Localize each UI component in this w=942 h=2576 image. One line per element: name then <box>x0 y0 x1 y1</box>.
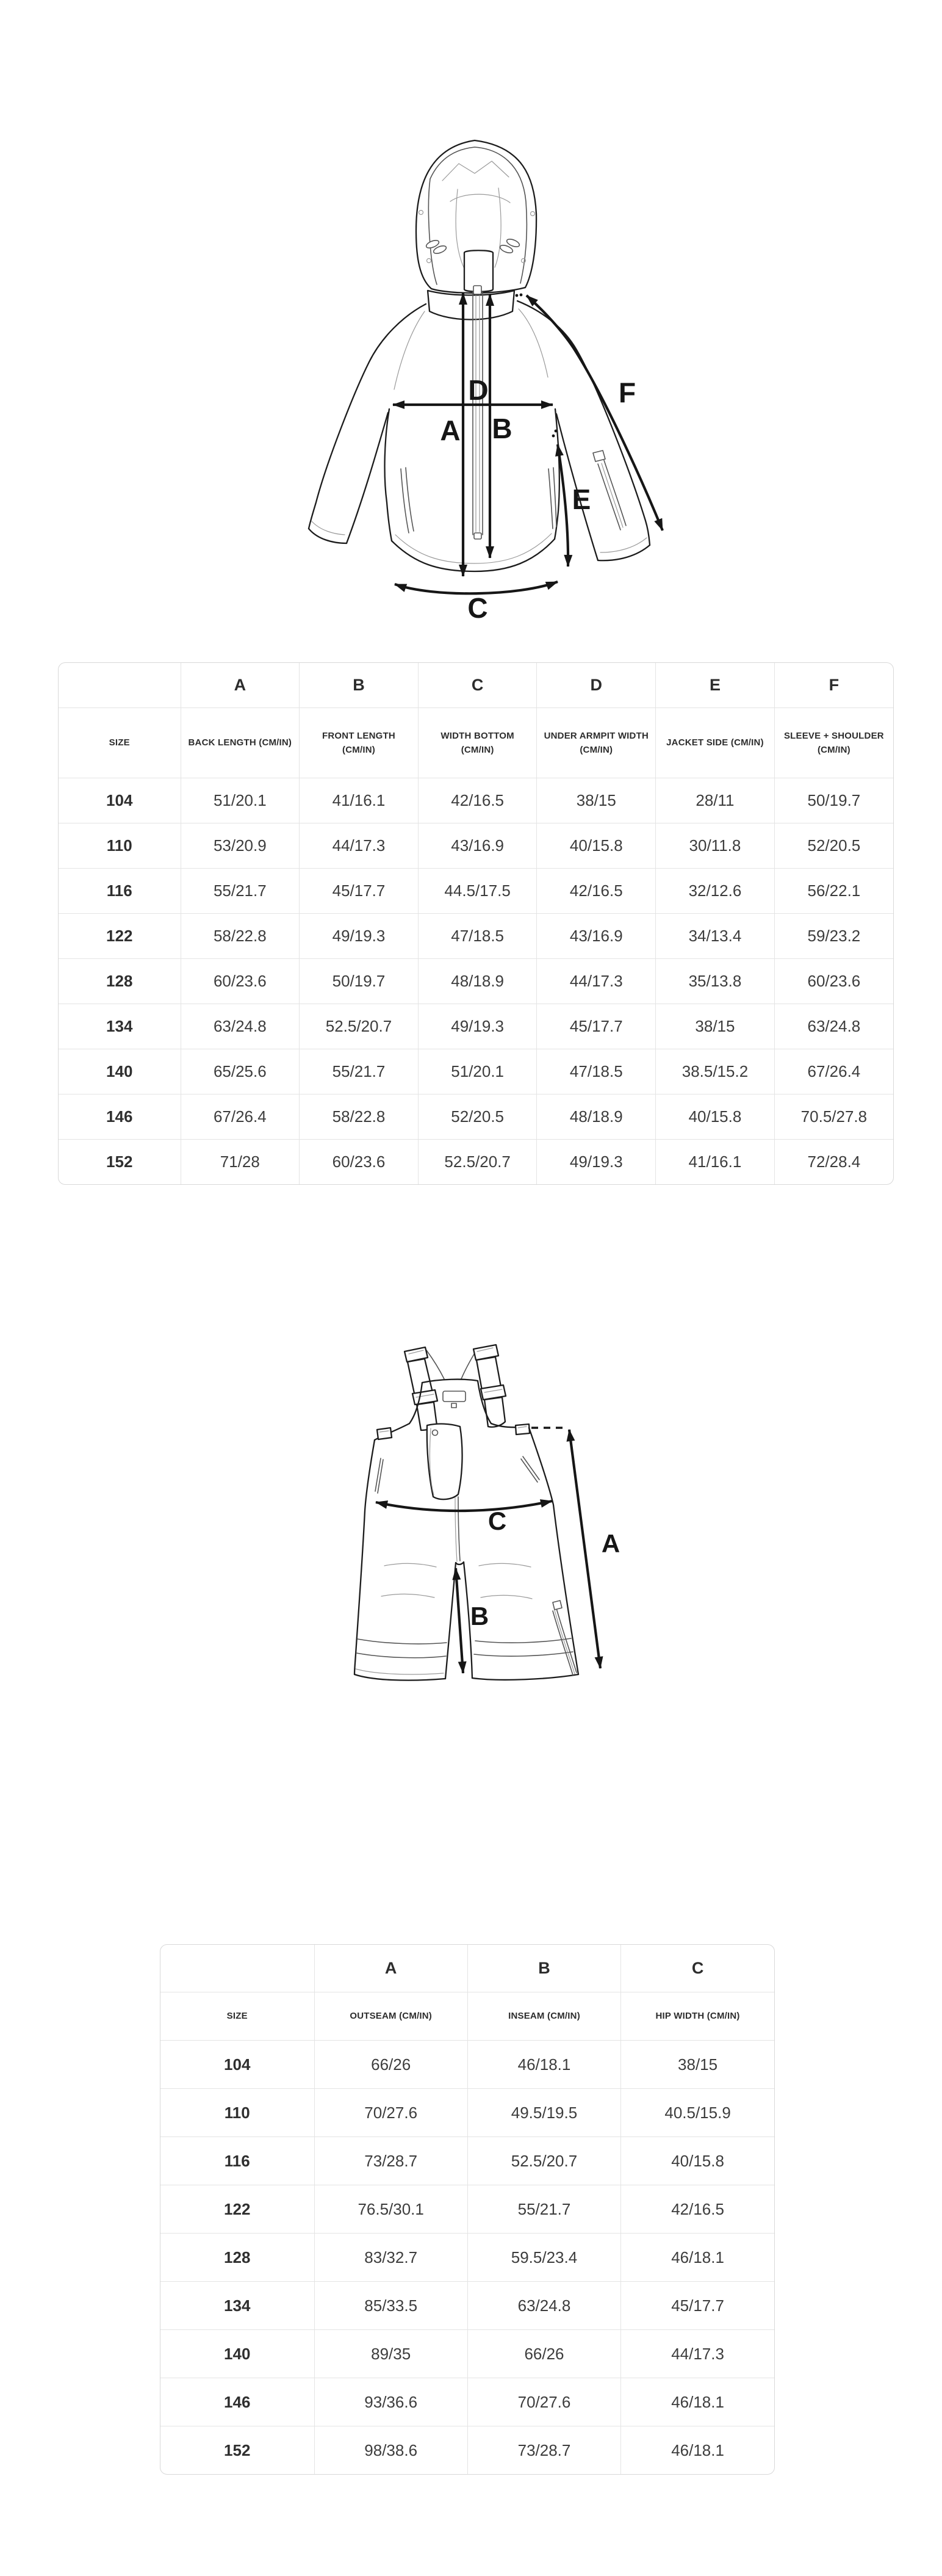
measure-arrow-f <box>527 295 663 530</box>
cell: 46/18.1 <box>621 2426 774 2475</box>
cell: 49/19.3 <box>537 1140 656 1185</box>
cell: 45/17.7 <box>300 869 419 914</box>
cell: 59.5/23.4 <box>467 2234 620 2282</box>
letter-header-row <box>59 663 893 708</box>
cell: 32/12.6 <box>656 869 775 914</box>
waist-tab-right <box>516 1424 530 1435</box>
table-row <box>59 1004 893 1049</box>
cell: 46/18.1 <box>621 2378 774 2426</box>
size-cell: 152 <box>59 1140 181 1185</box>
jacket-measure-arrows <box>393 293 663 593</box>
table-row <box>59 959 893 1004</box>
bib-tag <box>451 1403 456 1408</box>
size-cell: 134 <box>160 2282 314 2330</box>
cell: 70.5/27.8 <box>774 1094 893 1140</box>
col-letter: F <box>774 663 893 708</box>
cell: 60/23.6 <box>181 959 300 1004</box>
cell: 28/11 <box>656 778 775 823</box>
cell: 30/11.8 <box>656 823 775 869</box>
col-header: JACKET SIDE (CM/IN) <box>656 708 775 778</box>
cell: 41/16.1 <box>300 778 419 823</box>
measure-label-a: A <box>601 1529 620 1558</box>
table-row <box>160 2378 774 2426</box>
cell: 85/33.5 <box>314 2282 467 2330</box>
size-cell: 122 <box>59 914 181 959</box>
cell: 46/18.1 <box>621 2234 774 2282</box>
table-row <box>160 2137 774 2185</box>
cell: 51/20.1 <box>181 778 300 823</box>
cell: 98/38.6 <box>314 2426 467 2475</box>
col-letter: D <box>537 663 656 708</box>
table-row <box>160 2426 774 2475</box>
cell: 76.5/30.1 <box>314 2185 467 2234</box>
cell: 42/16.5 <box>418 778 537 823</box>
cell: 46/18.1 <box>467 2041 620 2089</box>
cell: 38/15 <box>537 778 656 823</box>
cell: 67/26.4 <box>774 1049 893 1094</box>
cell: 52/20.5 <box>774 823 893 869</box>
col-letter: B <box>300 663 419 708</box>
corner-cell <box>160 1945 314 1992</box>
column-header-row <box>160 1992 774 2041</box>
cell: 89/35 <box>314 2330 467 2378</box>
col-header: SLEEVE + SHOULDER (CM/IN) <box>774 708 893 778</box>
table-row <box>59 869 893 914</box>
cell: 65/25.6 <box>181 1049 300 1094</box>
cell: 48/18.9 <box>537 1094 656 1140</box>
cell: 42/16.5 <box>537 869 656 914</box>
measure-label-d: D <box>468 374 489 406</box>
table-row <box>59 778 893 823</box>
flap-button <box>433 1430 438 1436</box>
waist-tab-left <box>377 1428 392 1439</box>
zipper-pull <box>473 286 481 294</box>
sleeve-zip-pocket <box>593 450 626 530</box>
size-cell: 128 <box>160 2234 314 2282</box>
corner-cell <box>59 663 181 708</box>
cell: 93/36.6 <box>314 2378 467 2426</box>
cell: 58/22.8 <box>181 914 300 959</box>
table-row <box>160 2282 774 2330</box>
measure-arrow-c <box>376 1501 552 1511</box>
cell: 55/21.7 <box>181 869 300 914</box>
col-header: WIDTH BOTTOM (CM/IN) <box>418 708 537 778</box>
cell: 63/24.8 <box>774 1004 893 1049</box>
jacket-body <box>309 286 650 571</box>
cell: 60/23.6 <box>774 959 893 1004</box>
measure-label-b: B <box>470 1602 489 1630</box>
cell: 43/16.9 <box>418 823 537 869</box>
col-letter: A <box>314 1945 467 1992</box>
size-cell: 116 <box>160 2137 314 2185</box>
cell: 47/18.5 <box>537 1049 656 1094</box>
col-letter: C <box>418 663 537 708</box>
cell: 40/15.8 <box>537 823 656 869</box>
cell: 67/26.4 <box>181 1094 300 1140</box>
col-header: FRONT LENGTH (CM/IN) <box>300 708 419 778</box>
cell: 44.5/17.5 <box>418 869 537 914</box>
cell: 70/27.6 <box>314 2089 467 2137</box>
pants-diagram <box>348 1322 702 1932</box>
cell: 47/18.5 <box>418 914 537 959</box>
cell: 48/18.9 <box>418 959 537 1004</box>
table-row <box>160 2041 774 2089</box>
cell: 83/32.7 <box>314 2234 467 2282</box>
cell: 35/13.8 <box>656 959 775 1004</box>
cell: 70/27.6 <box>467 2378 620 2426</box>
column-header-row <box>59 708 893 778</box>
cell: 52.5/20.7 <box>418 1140 537 1185</box>
jacket-collar <box>428 291 514 320</box>
cell: 66/26 <box>314 2041 467 2089</box>
size-cell: 122 <box>160 2185 314 2234</box>
size-cell: 104 <box>59 778 181 823</box>
cell: 40/15.8 <box>621 2137 774 2185</box>
size-cell: 128 <box>59 959 181 1004</box>
jacket-measure-illustration <box>256 48 727 628</box>
cell: 45/17.7 <box>537 1004 656 1049</box>
cell: 53/20.9 <box>181 823 300 869</box>
cell: 72/28.4 <box>774 1140 893 1185</box>
cell: 52.5/20.7 <box>300 1004 419 1049</box>
measure-arrow-a <box>569 1430 600 1668</box>
cell: 34/13.4 <box>656 914 775 959</box>
table-row <box>59 1049 893 1094</box>
pants-pocket-left <box>375 1458 381 1491</box>
cell: 73/28.7 <box>467 2426 620 2475</box>
cell: 66/26 <box>467 2330 620 2378</box>
cell: 59/23.2 <box>774 914 893 959</box>
col-letter: C <box>621 1945 774 1992</box>
cell: 63/24.8 <box>467 2282 620 2330</box>
cell: 44/17.3 <box>300 823 419 869</box>
col-letter: B <box>467 1945 620 1992</box>
size-cell: 116 <box>59 869 181 914</box>
cell: 49/19.3 <box>418 1004 537 1049</box>
cell: 55/21.7 <box>300 1049 419 1094</box>
pants-size-table <box>160 1944 775 2475</box>
cell: 55/21.7 <box>467 2185 620 2234</box>
size-cell: 134 <box>59 1004 181 1049</box>
table-row <box>160 2185 774 2234</box>
size-cell: 152 <box>160 2426 314 2475</box>
cell: 41/16.1 <box>656 1140 775 1185</box>
cell: 50/19.7 <box>300 959 419 1004</box>
cell: 40/15.8 <box>656 1094 775 1140</box>
jacket-pocket-left <box>401 469 409 533</box>
suspender-straps <box>404 1345 506 1430</box>
size-cell: 110 <box>160 2089 314 2137</box>
cell: 42/16.5 <box>621 2185 774 2234</box>
col-header: INSEAM (CM/IN) <box>467 1992 620 2041</box>
pants-pocket-right <box>523 1456 539 1480</box>
bib-pocket <box>443 1391 466 1402</box>
size-header: SIZE <box>160 1992 314 2041</box>
table-row <box>160 2330 774 2378</box>
cell: 60/23.6 <box>300 1140 419 1185</box>
table-row <box>59 914 893 959</box>
size-cell: 140 <box>59 1049 181 1094</box>
measure-label-b: B <box>492 413 512 444</box>
measure-label-c: C <box>487 1507 507 1535</box>
col-header: UNDER ARMPIT WIDTH (CM/IN) <box>537 708 656 778</box>
cell: 58/22.8 <box>300 1094 419 1140</box>
letter-header-row <box>160 1945 774 1992</box>
cell: 52/20.5 <box>418 1094 537 1140</box>
jacket-diagram <box>256 48 727 628</box>
table-row <box>160 2234 774 2282</box>
col-header: HIP WIDTH (CM/IN) <box>621 1992 774 2041</box>
cell: 44/17.3 <box>621 2330 774 2378</box>
cell: 45/17.7 <box>621 2282 774 2330</box>
cell: 40.5/15.9 <box>621 2089 774 2137</box>
measure-arrow-b <box>456 1568 463 1673</box>
table-row <box>59 1140 893 1185</box>
cell: 38/15 <box>621 2041 774 2089</box>
size-cell: 104 <box>160 2041 314 2089</box>
measure-label-c: C <box>467 592 488 624</box>
cell: 50/19.7 <box>774 778 893 823</box>
cell: 38.5/15.2 <box>656 1049 775 1094</box>
cell: 52.5/20.7 <box>467 2137 620 2185</box>
table-row <box>59 823 893 869</box>
jacket-pocket-right <box>548 469 553 529</box>
cell: 44/17.3 <box>537 959 656 1004</box>
cell: 49.5/19.5 <box>467 2089 620 2137</box>
pants-legs <box>354 1428 578 1681</box>
cell: 73/28.7 <box>314 2137 467 2185</box>
storm-flap <box>427 1424 462 1500</box>
table-row <box>160 2089 774 2137</box>
measure-label-a: A <box>440 414 461 446</box>
cell: 43/16.9 <box>537 914 656 959</box>
size-cell: 110 <box>59 823 181 869</box>
table-row <box>59 1094 893 1140</box>
size-cell: 140 <box>160 2330 314 2378</box>
cell: 49/19.3 <box>300 914 419 959</box>
pants-measure-illustration <box>348 1322 702 1932</box>
measure-label-f: F <box>618 377 636 408</box>
col-header: BACK LENGTH (CM/IN) <box>181 708 300 778</box>
cell: 63/24.8 <box>181 1004 300 1049</box>
cell: 38/15 <box>656 1004 775 1049</box>
size-cell: 146 <box>59 1094 181 1140</box>
col-header: OUTSEAM (CM/IN) <box>314 1992 467 2041</box>
col-letter: E <box>656 663 775 708</box>
cell: 51/20.1 <box>418 1049 537 1094</box>
size-cell: 146 <box>160 2378 314 2426</box>
size-header: SIZE <box>59 708 181 778</box>
col-letter: A <box>181 663 300 708</box>
jacket-size-table <box>58 662 894 1185</box>
pants-measure-arrows <box>376 1428 600 1673</box>
cell: 71/28 <box>181 1140 300 1185</box>
measure-label-e: E <box>572 483 591 515</box>
cell: 56/22.1 <box>774 869 893 914</box>
